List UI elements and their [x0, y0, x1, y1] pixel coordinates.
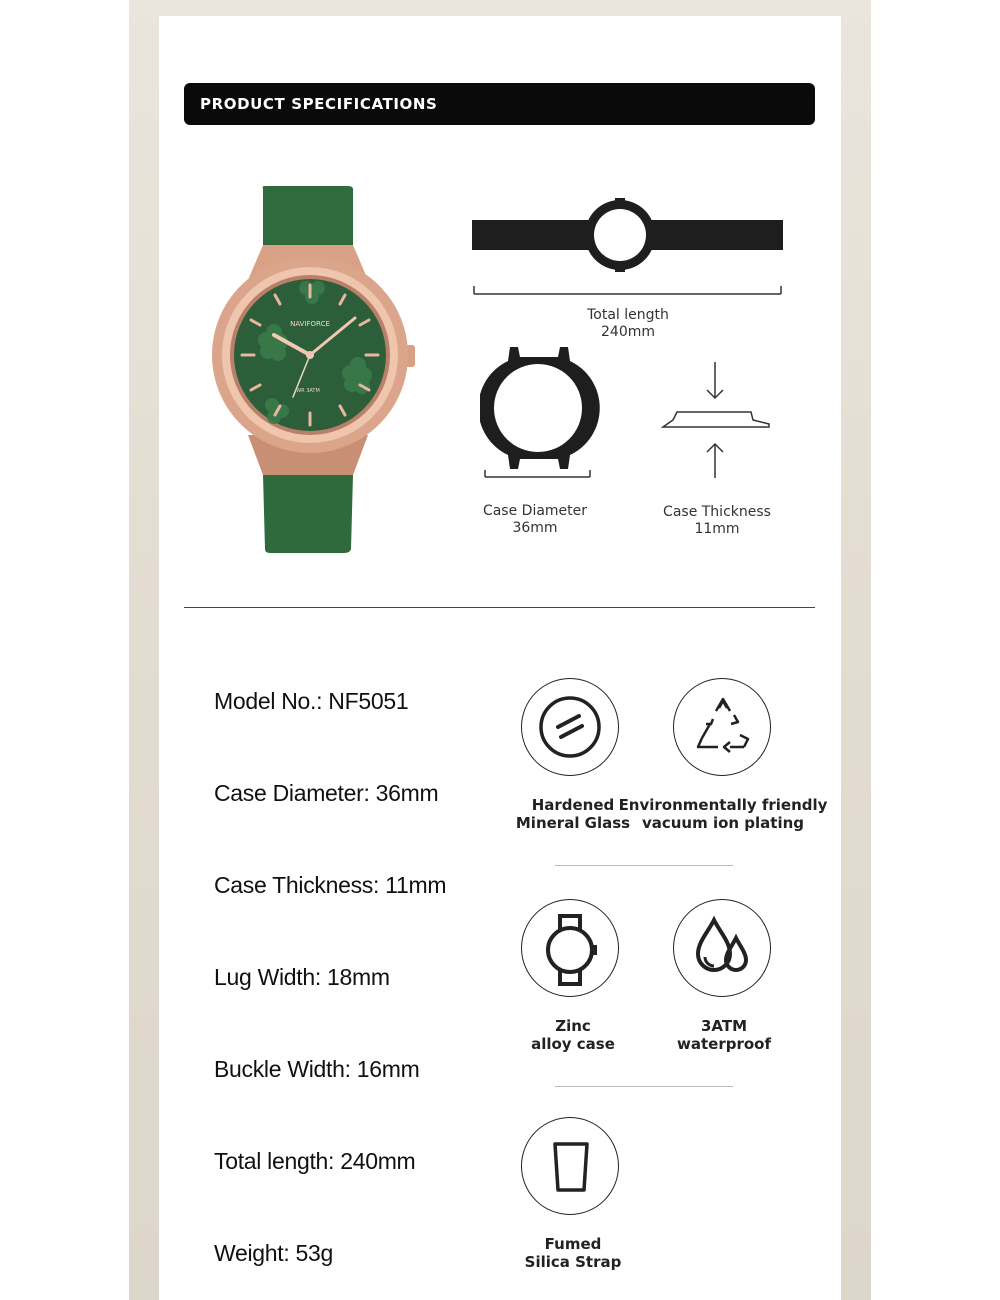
strap-icon [522, 1118, 620, 1216]
feature-case-label: Zinc alloy case [531, 1017, 615, 1053]
watch-case-icon [522, 900, 620, 998]
total-length-value: 240mm [601, 324, 655, 340]
feature-strap-circle [521, 1117, 619, 1215]
case-thickness-caption [647, 504, 787, 538]
spec-weight: Weight: 53g [214, 1240, 334, 1266]
spec-lug-width: Lug Width: 18mm [214, 964, 390, 990]
feature-water-label: 3ATM waterproof [677, 1017, 771, 1053]
case-thickness-diagram [655, 358, 775, 483]
svg-text:NAVIFORCE: NAVIFORCE [290, 320, 330, 328]
mineral-glass-icon [522, 679, 620, 777]
case-diameter-value: 36mm [512, 520, 558, 536]
spec-total-length: Total length: 240mm [214, 1148, 416, 1174]
water-drops-icon [674, 900, 772, 998]
spec-buckle-width: Buckle Width: 16mm [214, 1056, 420, 1082]
feature-divider [555, 865, 733, 866]
feature-divider [555, 1086, 733, 1087]
feature-plating-circle [673, 678, 771, 776]
section-title: PRODUCT SPECIFICATIONS [200, 95, 438, 113]
section-divider [184, 607, 815, 608]
feature-water-circle [673, 899, 771, 997]
feature-case-circle [521, 899, 619, 997]
case-diameter-diagram [480, 345, 600, 480]
feature-glass-label: Hardened Mineral Glass [515, 796, 631, 832]
case-diameter-caption [465, 503, 605, 537]
case-diameter-label: Case Diameter [482, 503, 588, 519]
feature-glass-circle [521, 678, 619, 776]
feature-plating-label: Environmentally friendly vacuum ion plating [618, 796, 828, 832]
watch-product-image [208, 185, 420, 557]
feature-strap-label: Fumed Silica Strap [524, 1235, 622, 1271]
page-margin-left [0, 0, 129, 1300]
spec-case-diameter: Case Diameter: 36mm [214, 780, 439, 806]
spec-model: Model No.: NF5051 [214, 688, 409, 714]
spec-case-thickness: Case Thickness: 11mm [214, 872, 447, 898]
case-thickness-label: Case Thickness [663, 504, 771, 520]
total-length-diagram [470, 198, 786, 298]
section-header [184, 83, 815, 125]
total-length-label: Total length [587, 307, 669, 323]
case-thickness-value: 11mm [694, 521, 740, 537]
svg-text:WR 3ATM: WR 3ATM [296, 388, 320, 394]
page-margin-right [871, 0, 1000, 1300]
recycle-icon [674, 679, 772, 777]
total-length-caption [548, 307, 708, 341]
